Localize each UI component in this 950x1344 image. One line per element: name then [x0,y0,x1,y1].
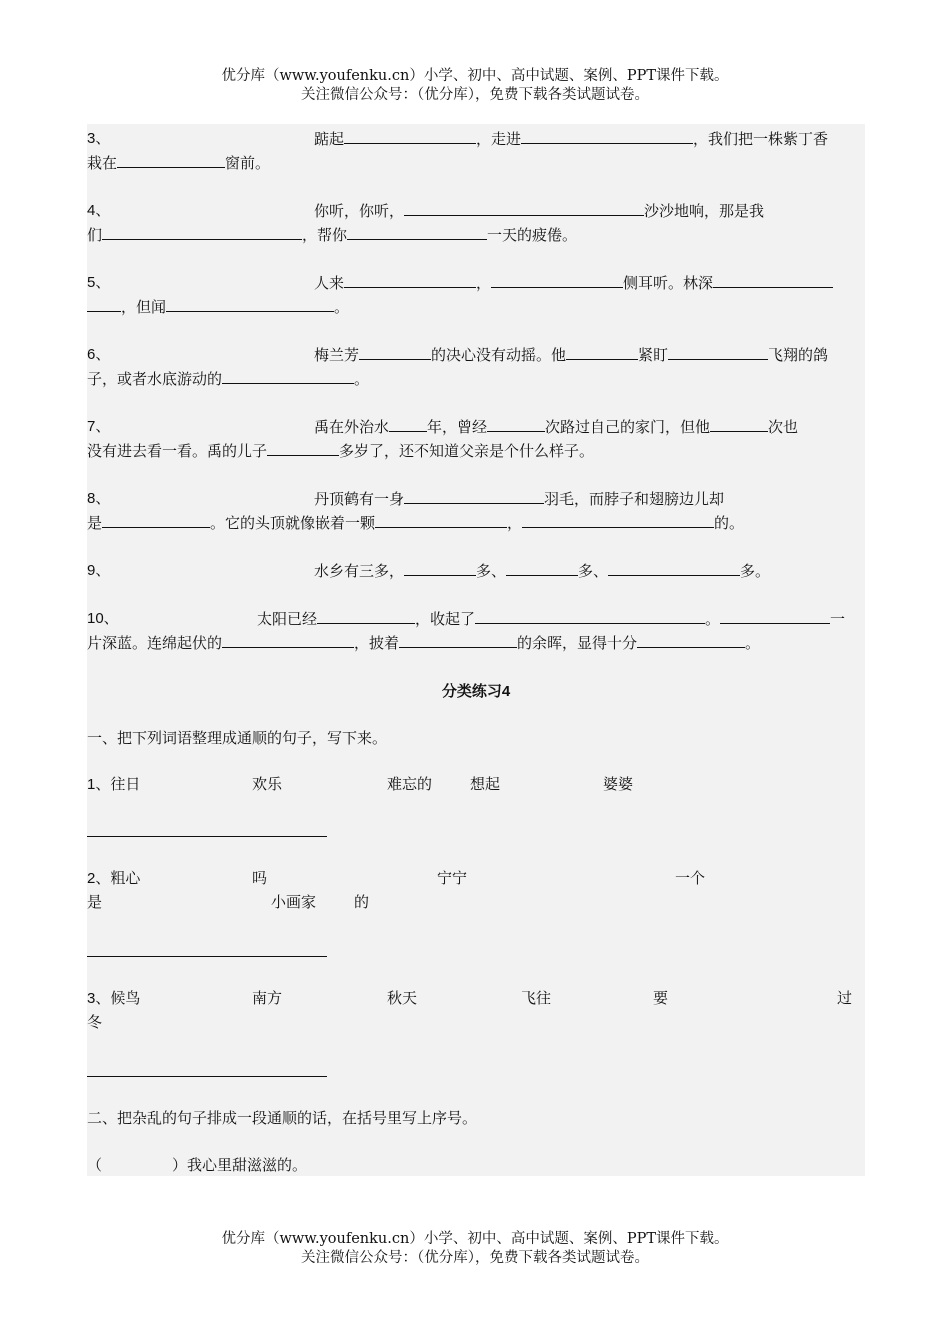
blank[interactable] [375,512,507,528]
question-number: 8、 [87,490,111,507]
answer-line-1[interactable] [87,836,327,837]
worksheet-content [87,124,865,1176]
question-10-line-2 [87,632,760,653]
text: 太阳已经 [257,610,318,628]
text: 。 [334,298,350,316]
question-3-line-2 [87,152,270,173]
text: 的余晖，显得十分 [517,634,638,652]
word: 往日 [110,775,141,793]
blank[interactable] [166,296,334,312]
section-title: 分类练习4 [441,683,511,700]
blank[interactable] [668,344,768,360]
word: 宁宁 [437,869,468,887]
text: ，我们把一株紫丁香 [693,130,829,148]
question-number: 5、 [87,274,111,291]
text: 。 [745,634,761,652]
blank[interactable] [87,296,121,312]
blank[interactable] [317,608,415,624]
text: 一 [830,610,846,628]
question-number: 9、 [87,562,111,579]
text: 没有进去看一看。禹的儿子 [87,442,268,460]
text: 次路过自己的家门，但他 [545,418,711,436]
text: 们 [87,226,103,244]
text: 片深蓝。连绵起伏的 [87,634,223,652]
blank[interactable] [102,512,210,528]
footer-line-2: 关注微信公众号：（优分库），免费下载各类试题试卷。 [301,1250,649,1266]
text: ，收起了 [415,610,476,628]
blank[interactable] [713,272,833,288]
question-6-line-2 [87,368,369,389]
question-4-line-1 [87,200,765,221]
question-number: 7、 [87,418,111,435]
sentence-2-words-line-2 [87,892,865,912]
page-header [0,67,950,105]
order-sentence: 我心里甜滋滋的。 [187,1156,308,1174]
text: 窗前。 [225,154,271,172]
page-footer [0,1230,950,1268]
blank[interactable] [399,632,517,648]
word: 冬 [87,1013,103,1031]
question-number: 4、 [87,202,111,219]
blank[interactable] [117,152,225,168]
sentence-2-words-line-1 [87,868,865,888]
text: ，帮你 [302,226,348,244]
word: 欢乐 [252,775,283,793]
text: 一天的疲倦。 [487,226,578,244]
sentence-3-words-line-1 [87,988,865,1008]
word: 飞往 [521,989,552,1007]
word: 难忘的 [387,775,433,793]
question-6-line-1 [87,344,829,365]
blank[interactable] [404,488,544,504]
question-9-line [87,560,771,581]
text: 多岁了，还不知道父亲是个什么样子。 [339,442,595,460]
sentence-number: 1、 [87,776,111,793]
text: 禹在外治水 [314,418,390,436]
word: 一个 [675,869,706,887]
blank[interactable] [521,128,693,144]
blank[interactable] [566,344,638,360]
text: ，但闻 [121,298,167,316]
word: 吗 [252,869,268,887]
part-1-instruction: 一、把下列词语整理成通顺的句子，写下来。 [87,729,388,747]
text: 栽在 [87,154,118,172]
question-7-line-1 [87,416,799,437]
word: 想起 [470,775,501,793]
blank[interactable] [637,632,745,648]
blank[interactable] [102,224,302,240]
text: 丹顶鹤有一身 [314,490,405,508]
text: ，披着 [354,634,400,652]
text: 紧盯 [638,346,669,364]
text: 。 [354,370,370,388]
question-8-line-1 [87,488,725,509]
blank[interactable] [347,224,487,240]
header-line-2: 关注微信公众号：（优分库），免费下载各类试题试卷。 [301,87,649,103]
blank[interactable] [506,560,578,576]
text: 水乡有三多， [314,562,405,580]
question-5-line-1 [87,272,714,293]
text: 羽毛，而脖子和翅膀边儿却 [544,490,725,508]
question-number: 10、 [87,610,119,627]
text: 沙沙地响，那是我 [644,202,765,220]
question-8-line-2 [87,512,744,533]
word: 是 [87,893,103,911]
question-7-line-2 [87,440,594,461]
sentence-number: 3、 [87,990,111,1007]
blank[interactable] [710,416,768,432]
word: 候鸟 [110,989,141,1007]
open-paren: （ [87,1156,103,1174]
blank[interactable] [487,416,545,432]
blank[interactable] [389,416,427,432]
word: 婆婆 [603,775,634,793]
text: 多。 [740,562,771,580]
text: 。 [705,610,721,628]
text: 梅兰芳 [314,346,360,364]
order-item-1 [87,1155,307,1175]
part-2-instruction: 二、把杂乱的句子排成一段通顺的话，在括号里写上序号。 [87,1109,478,1127]
footer-line-1: 优分库（www.youfenku.cn）小学、初中、高中试题、案例、PPT课件下载。 [221,1231,729,1247]
text: 人来 [314,274,345,292]
blank[interactable] [267,440,339,456]
blank[interactable] [608,560,740,576]
answer-line-3[interactable] [87,1076,327,1077]
word: 粗心 [110,869,141,887]
blank[interactable] [344,272,476,288]
question-3-line-1 [87,128,829,149]
text: 是 [87,514,103,532]
text: 的决心没有动摇。他 [431,346,567,364]
blank[interactable] [522,512,714,528]
text: 的。 [714,514,745,532]
text: 。它的头顶就像嵌着一颗 [210,514,376,532]
word: 要 [653,989,669,1007]
question-10-line-1 [87,608,846,629]
blank[interactable] [344,128,476,144]
answer-line-2[interactable] [87,956,327,957]
sentence-1-words [87,774,865,794]
text: 侧耳听。林深 [623,274,714,292]
header-line-1: 优分库（www.youfenku.cn）小学、初中、高中试题、案例、PPT课件下载。 [221,68,729,84]
blank[interactable] [222,368,354,384]
sentence-3-words-line-2 [87,1012,102,1032]
text: 飞翔的鸽 [768,346,829,364]
text: ， [507,514,523,532]
text: 你听，你听， [314,202,405,220]
question-number: 6、 [87,346,111,363]
text: 子，或者水底游动的 [87,370,223,388]
text: 多、 [578,562,609,580]
close-paren: ） [172,1156,188,1174]
sentence-number: 2、 [87,870,111,887]
blank[interactable] [475,608,705,624]
blank[interactable] [491,272,623,288]
text: 多、 [476,562,507,580]
word: 秋天 [387,989,418,1007]
text: 踮起 [314,130,345,148]
text: 次也 [768,418,799,436]
blank[interactable] [359,344,431,360]
word: 的 [354,893,370,911]
blank[interactable] [720,608,830,624]
blank[interactable] [222,632,354,648]
question-5-line-2 [87,296,349,317]
text: 年，曾经 [427,418,488,436]
text: ，走进 [476,130,522,148]
word: 小画家 [271,893,317,911]
question-number: 3、 [87,130,111,147]
word: 南方 [252,989,283,1007]
word: 过 [837,989,853,1007]
text: ， [476,274,492,292]
blank[interactable] [404,200,644,216]
blank[interactable] [404,560,476,576]
question-4-line-2 [87,224,577,245]
